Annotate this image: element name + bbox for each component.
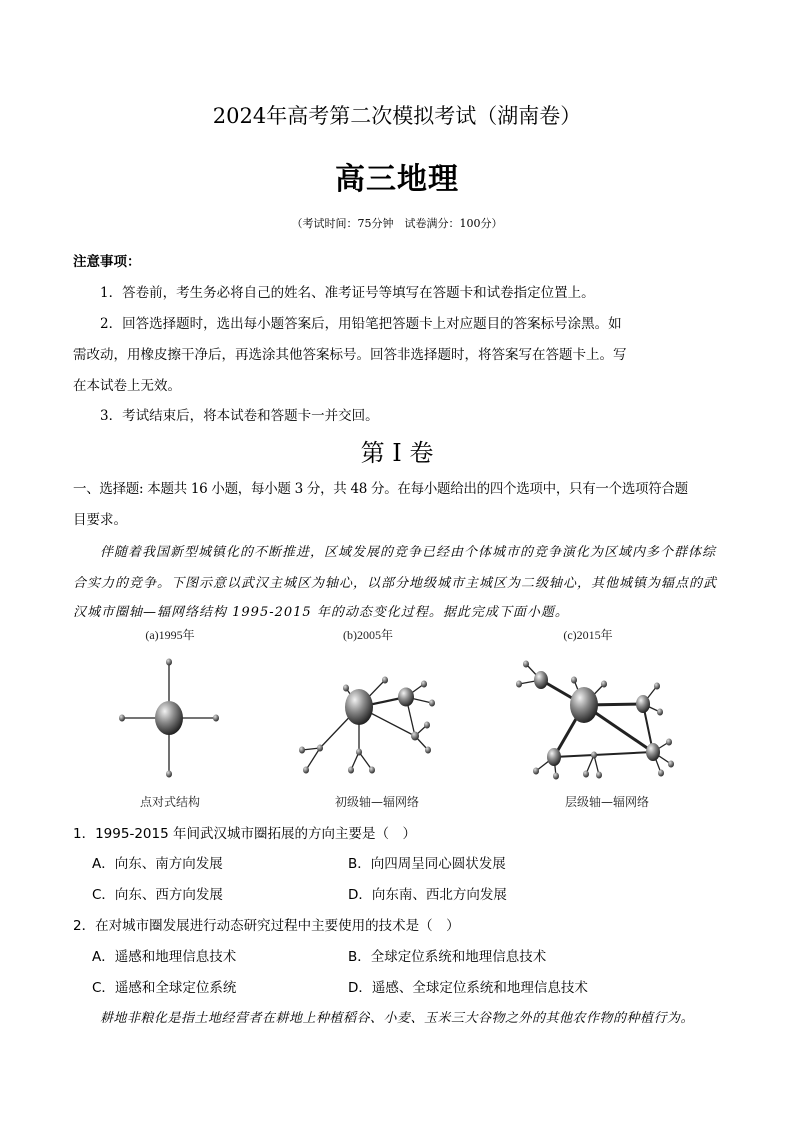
spoke-node: [516, 681, 522, 688]
panel-c-network: [516, 661, 674, 780]
spoke-node: [657, 709, 663, 716]
figure-b-caption: (b)2005年: [343, 628, 393, 642]
exam-title: 2024年高考第二次模拟考试（湖南卷）: [212, 104, 582, 128]
next-passage-line: 耕地非粮化是指土地经营者在耕地上种植稻谷、小麦、玉米三大谷物之外的其他农作物的种植行为。: [100, 1011, 695, 1026]
spoke-node: [533, 768, 539, 775]
spoke-node: [303, 767, 309, 774]
spoke-node: [523, 661, 529, 668]
passage-line-3: 汉城市圈轴—辐网络结构 1995-2015 年的动态变化过程。据此完成下面小题。: [73, 605, 569, 620]
spoke-node: [343, 685, 349, 692]
spoke-node: [356, 749, 362, 756]
subject-title: 高三地理: [335, 162, 459, 197]
spoke-node: [369, 767, 375, 774]
figure-a-caption: (a)1995年: [145, 628, 195, 642]
spoke-node: [317, 745, 323, 752]
figure-b-label: 初级轴—辐网络: [334, 795, 419, 809]
notice-item-2-line-1: 2．回答选择题时，选出每小题答案后，用铅笔把答题卡上对应题目的答案标号涂黑。如: [100, 316, 622, 332]
figure-c-label: 层级轴—辐网络: [564, 795, 649, 809]
spoke-node: [553, 773, 559, 780]
section-instruction-line-2: 目要求。: [73, 512, 127, 528]
spoke-node: [382, 677, 388, 684]
spoke-node: [424, 722, 430, 729]
section-title: 第 I 卷: [360, 439, 434, 467]
notice-item-1: 1．答卷前，考生务必将自己的姓名、准考证号等填写在答题卡和试卷指定位置上。: [100, 285, 595, 301]
spoke-node: [429, 700, 435, 707]
question-1-option-b[interactable]: B．向四周呈同心圆状发展: [348, 856, 506, 872]
question-2-option-c[interactable]: C．遥感和全球定位系统: [92, 980, 237, 996]
question-2-option-a[interactable]: A．遥感和地理信息技术: [92, 949, 237, 965]
question-1-option-d[interactable]: D．向东南、西北方向发展: [348, 887, 507, 903]
question-2-stem: 2．在对城市圈发展进行动态研究过程中主要使用的技术是（ ）: [73, 918, 460, 934]
secondary-hub: [398, 688, 414, 707]
secondary-hub: [547, 748, 561, 766]
wuhan-hub: [345, 689, 373, 725]
secondary-hub: [534, 671, 548, 689]
wuhan-hub: [570, 687, 598, 723]
spoke-node: [596, 772, 602, 779]
spoke-node: [591, 752, 597, 759]
spoke-node: [299, 747, 305, 754]
spoke-node: [213, 715, 219, 722]
question-1-option-a[interactable]: A．向东、南方向发展: [92, 856, 223, 872]
question-1-stem: 1．1995-2015 年间武汉城市圈拓展的方向主要是（ ）: [73, 826, 416, 842]
city-network-diagram: [0, 645, 794, 795]
spoke-node: [421, 681, 427, 688]
question-2-option-b[interactable]: B．全球定位系统和地理信息技术: [348, 949, 547, 965]
spoke-node: [425, 747, 431, 754]
notice-item-2-line-3: 在本试卷上无效。: [73, 378, 181, 394]
section-instruction-line-1: 一、选择题: 本题共 16 小题，每小题 3 分，共 48 分。在每小题给出的四个选项中，只有一个选项符合题: [73, 481, 688, 497]
question-1-option-c[interactable]: C．向东、西方向发展: [92, 887, 223, 903]
notice-heading: 注意事项：: [73, 254, 141, 270]
spoke-node: [348, 767, 354, 774]
spoke-node: [658, 770, 664, 777]
figure-c-caption: (c)2015年: [563, 628, 613, 642]
spoke-node: [166, 771, 172, 778]
secondary-hub: [646, 743, 660, 761]
notice-item-3: 3．考试结束后，将本试卷和答题卡一并交回。: [100, 408, 379, 424]
spoke-node: [166, 659, 172, 666]
passage-line-2: 合实力的竞争。下图示意以武汉主城区为轴心，以部分地级城市主城区为二级轴心，其他城镇为辐点的武: [73, 576, 718, 591]
spoke-node: [583, 771, 589, 778]
spoke-node: [601, 681, 607, 688]
secondary-hub: [636, 695, 650, 713]
spoke-node: [654, 683, 660, 690]
spoke-node: [411, 732, 419, 741]
spoke-node: [119, 715, 125, 722]
wuhan-hub: [155, 701, 183, 735]
figure-a-label: 点对式结构: [139, 795, 200, 809]
passage-line-1: 伴随着我国新型城镇化的不断推进，区域发展的竞争已经由个体城市的竞争演化为区域内多个群体综: [100, 545, 717, 560]
spoke-node: [571, 677, 577, 684]
exam-meta: （考试时间：75分钟 试卷满分：100分）: [291, 217, 503, 230]
question-2-option-d[interactable]: D．遥感、全球定位系统和地理信息技术: [348, 980, 588, 996]
notice-item-2-line-2: 需改动，用橡皮擦干净后，再选涂其他答案标号。回答非选择题时，将答案写在答题卡上。写: [73, 347, 627, 363]
panel-b-network: [299, 677, 435, 774]
spoke-node: [666, 739, 672, 746]
panel-a-network: [119, 659, 219, 778]
spoke-node: [668, 761, 674, 768]
